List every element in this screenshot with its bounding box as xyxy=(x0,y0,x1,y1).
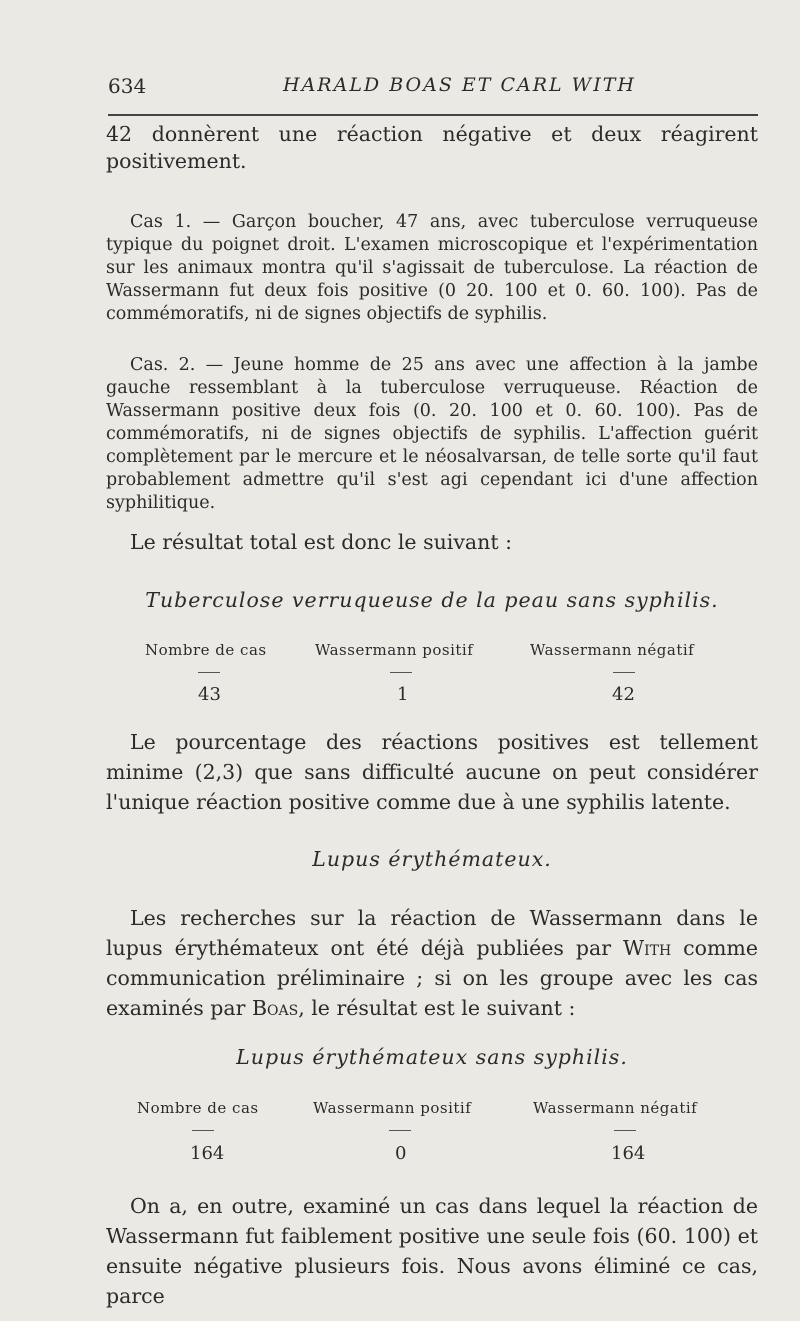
table-1-title: Tuberculose verruqueuse de la peau sans syphilis. xyxy=(145,588,719,612)
author-boas: Boas xyxy=(251,995,299,1020)
page-number: 634 xyxy=(108,74,147,98)
table-1-dash-3 xyxy=(613,672,635,673)
table-1-dash-2 xyxy=(390,672,412,673)
table-1-dash-1 xyxy=(198,672,220,673)
paragraph-additional-case: On a, en outre, examiné un cas dans lequel la réaction de Wassermann fut faiblement positive une seule fois (60. 100) et ensuite négative plusieurs fois. Nous avons éliminé ce cas, parce xyxy=(106,1193,758,1308)
paragraph-continuation: 42 donnèrent une réaction négative et deux réagirent positivement. xyxy=(106,121,758,173)
running-title: HARALD BOAS ET CARL WITH xyxy=(283,74,636,96)
table-2-header-positive: Wassermann positif xyxy=(313,1099,472,1117)
table-2-dash-3 xyxy=(614,1130,636,1131)
paragraph-case-2: Cas. 2. — Jeune homme de 25 ans avec une affection à la jambe gauche ressemblant à la tuberculose verruqueuse. Réaction de Wassermann positive deux fois (0. 20. 100 et 0. 60. 100). Pas de commémoratifs, ni de signes objectifs de syphilis. L'affection guérit complètement par le mercure et le néosalvarsan, de telle sorte qu'il faut probablement admettre qu'il s'est agi cependant ici d'une affection syphilitique. xyxy=(106,354,758,513)
header-rule xyxy=(108,114,758,116)
table-1-header-positive: Wassermann positif xyxy=(315,641,474,659)
table-1-header-negative: Wassermann négatif xyxy=(530,641,695,659)
paragraph-percentage: Le pourcentage des réactions positives est tellement minime (2,3) que sans difficulté aucune on peut considérer l'unique réaction positive comme due à une syphilis latente. xyxy=(106,729,758,814)
table-2-dash-2 xyxy=(389,1130,411,1131)
table-2-title: Lupus érythémateux sans syphilis. xyxy=(236,1045,628,1069)
table-1-value-cases: 43 xyxy=(198,684,221,705)
table-1-value-positive: 1 xyxy=(397,684,409,705)
section-title-lupus: Lupus érythémateux. xyxy=(312,847,552,871)
table-2-header-negative: Wassermann négatif xyxy=(533,1099,698,1117)
paragraph-lupus-research: Les recherches sur la réaction de Wassermann dans le lupus érythémateux ont été déjà publiées par With comme communication préliminaire ; si on les groupe avec les cas examinés par Boas, le résultat est le suivant : xyxy=(106,905,758,1020)
page-header xyxy=(108,74,758,104)
author-with: With xyxy=(623,935,672,960)
table-2-value-negative: 164 xyxy=(611,1143,646,1164)
table-2-dash-1 xyxy=(192,1130,214,1131)
table-2-header-cases: Nombre de cas xyxy=(137,1099,259,1117)
paragraph-case-1: Cas 1. — Garçon boucher, 47 ans, avec tuberculose verruqueuse typique du poignet droit. L'examen microscopique et l'expérimentation sur les animaux montra qu'il s'agissait de tuberculose. La réaction de Wassermann fut deux fois positive (0 20. 100 et 0. 60. 100). Pas de commémoratifs, ni de signes objectifs de syphilis. xyxy=(106,211,758,324)
table-1-header-cases: Nombre de cas xyxy=(145,641,267,659)
table-2-value-cases: 164 xyxy=(190,1143,225,1164)
table-2-value-positive: 0 xyxy=(395,1143,407,1164)
table-1-value-negative: 42 xyxy=(612,684,635,705)
paragraph-result-intro: Le résultat total est donc le suivant : xyxy=(130,529,513,554)
